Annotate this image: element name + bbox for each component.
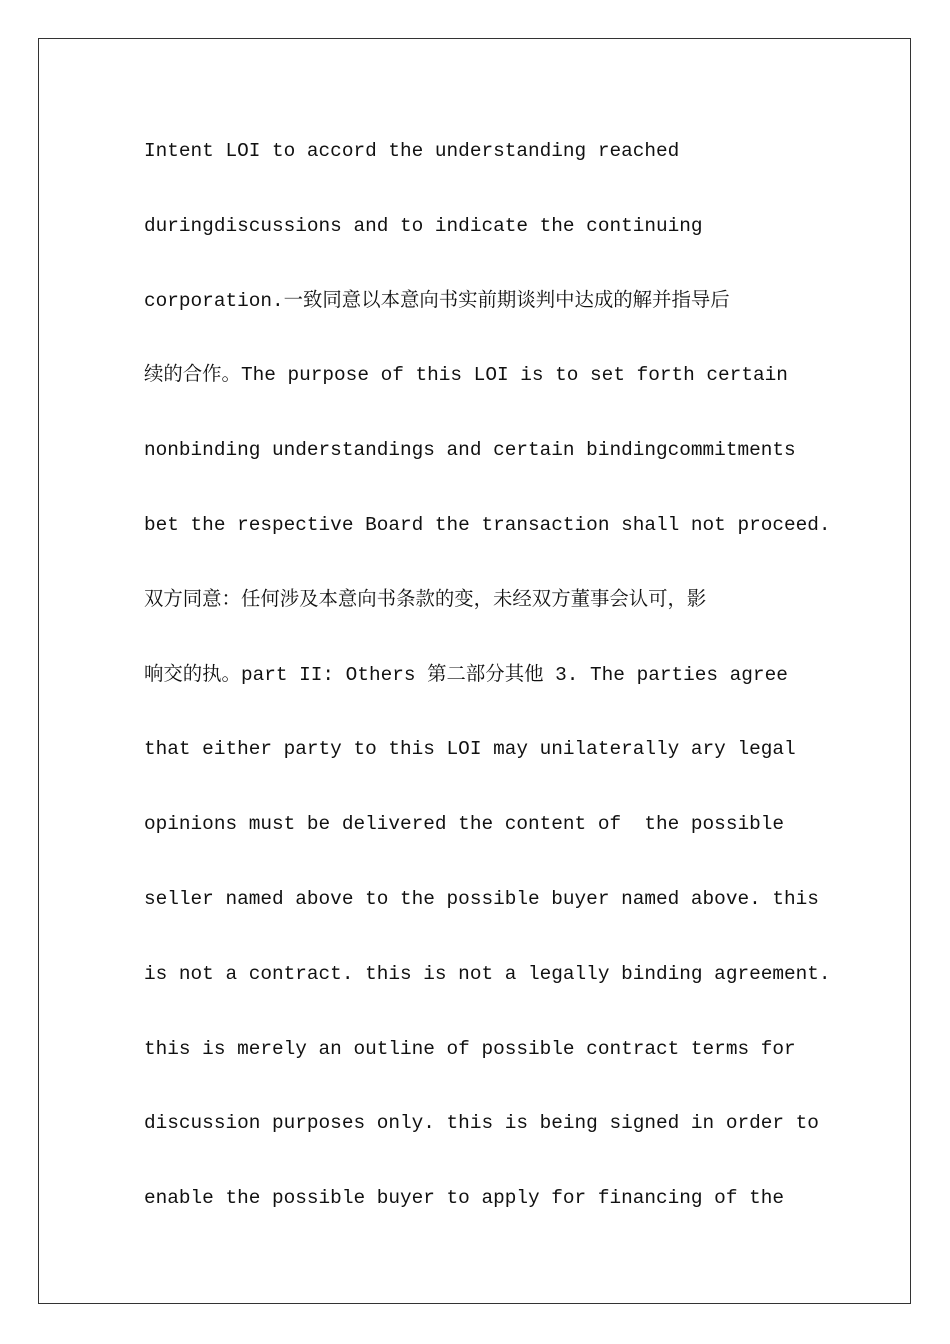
text-line: Intent LOI to accord the understanding reached <box>144 140 680 162</box>
text-line: seller named above to the possible buyer named above. this <box>144 887 819 910</box>
text-line: is not a contract. this is not a legally binding agreement. <box>144 962 831 985</box>
text-line: duringdiscussions and to indicate the continuing <box>144 214 703 237</box>
text-line: opinions must be delivered the content of the possible <box>144 813 784 836</box>
text-line: discussion purposes only. this is being signed in order to <box>144 1112 819 1135</box>
text-line: this is merely an outline of possible contract terms for <box>144 1037 796 1060</box>
text-line: 续的合作。The purpose of this LOI is to set forth certain <box>144 364 788 387</box>
text-line: enable the possible buyer to apply for financing of the <box>144 1187 784 1210</box>
document-body <box>144 131 831 1253</box>
text-line: 双方同意：任何涉及本意向书条款的变，未经双方董事会认可，影 <box>144 588 707 611</box>
text-line: corporation.一致同意以本意向书实前期谈判中达成的解并指导后 <box>144 289 730 312</box>
text-line: 响交的执。part II: Others 第二部分其他 3. The parties agree <box>144 663 788 686</box>
text-line: that either party to this LOI may unilaterally ary legal <box>144 738 796 761</box>
text-line: nonbinding understandings and certain bindingcommitments <box>144 439 796 462</box>
text-line: bet the respective Board the transaction shall not proceed. <box>144 513 831 536</box>
